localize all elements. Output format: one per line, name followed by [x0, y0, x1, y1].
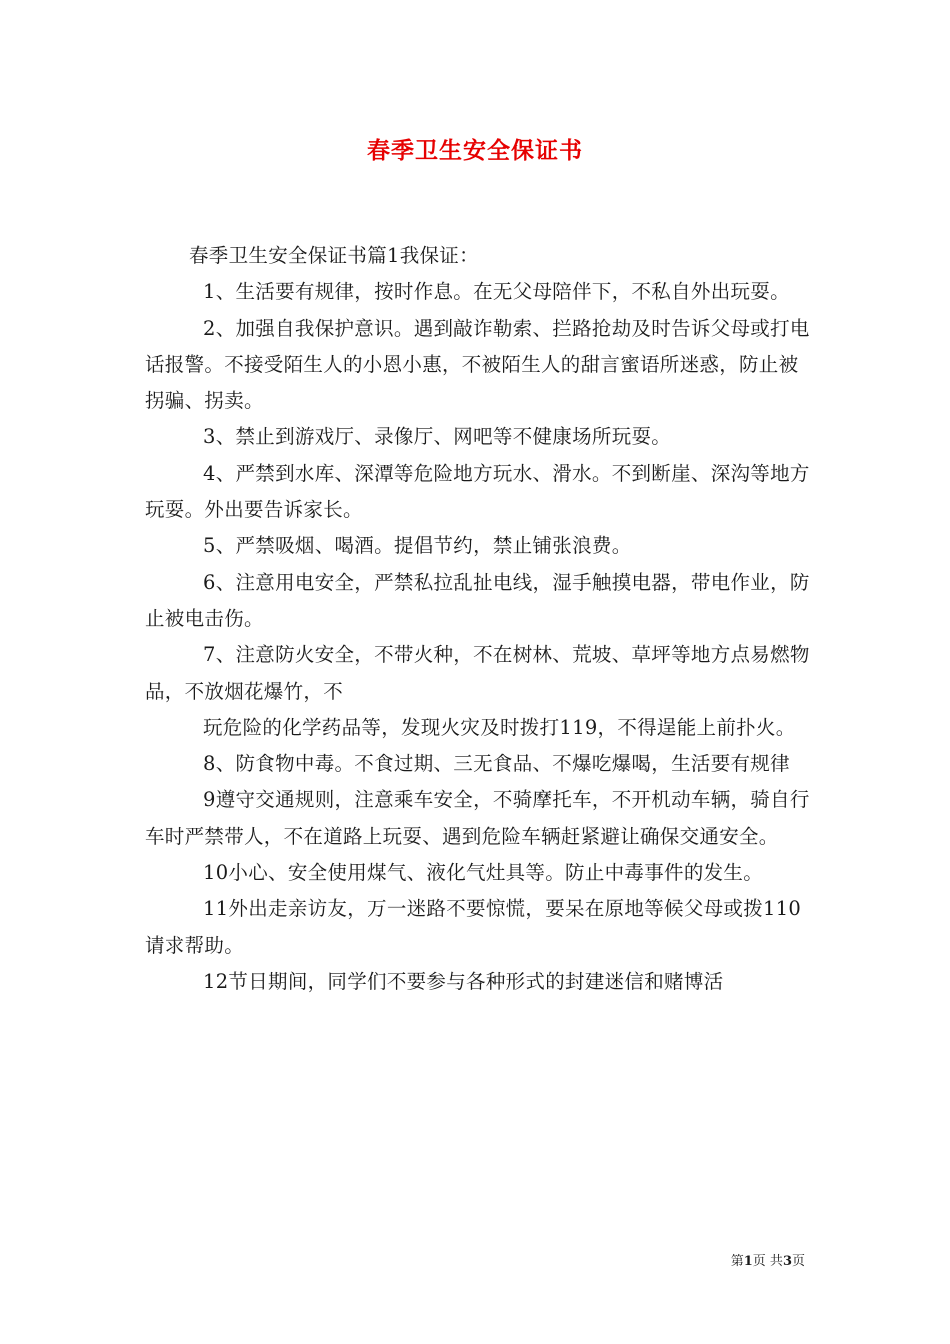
paragraph-item-4: 4、严禁到水库、深潭等危险地方玩水、滑水。不到断崖、深沟等地方玩耍。外出要告诉家长。 [145, 461, 810, 522]
paragraph-item-10: 10小心、安全使用煤气、液化气灶具等。防止中毒事件的发生。 [203, 861, 764, 885]
paragraph-item-12: 12节日期间，同学们不要参与各种形式的封建迷信和赌博活 [203, 969, 724, 993]
paragraph-item-6: 6、注意用电安全，严禁私拉乱扯电线，湿手触摸电器，带电作业，防止被电击伤。 [145, 570, 810, 630]
footer-total-pages: 3 [782, 1254, 792, 1269]
paragraph-item-7-continued: 玩危险的化学药品等，发现火灾及时拨打119，不得逞能上前扑火。 [203, 715, 796, 739]
paragraph-item-9: 9遵守交通规则，注意乘车安全，不骑摩托车，不开机动车辆，骑自行车时严禁带人，不在道路上玩耍、遇到危险车辆赶紧避让确保交通安全。 [145, 788, 810, 848]
paragraph-item-1: 1、生活要有规律，按时作息。在无父母陪伴下，不私自外出玩耍。 [203, 280, 790, 304]
paragraph-intro: 春季卫生安全保证书篇1我保证： [189, 244, 479, 267]
paragraph-item-7: 7、注意防火安全，不带火种，不在树林、荒坡、草坪等地方点易燃物品，不放烟花爆竹，不 [145, 643, 810, 703]
paragraph-item-2: 2、加强自我保护意识。遇到敲诈勒索、拦路抢劫及时告诉父母或打电话报警。不接受陌生人的小恩小惠，不被陌生人的甜言蜜语所迷惑，防止被拐骗、拐卖。 [145, 316, 810, 413]
footer-middle: 页 共 [752, 1254, 783, 1269]
page-number-footer [731, 1250, 805, 1269]
document-title: 春季卫生安全保证书 [367, 137, 583, 164]
document-body [145, 238, 810, 1000]
paragraph-item-11: 11外出走亲访友，万一迷路不要惊慌，要呆在原地等候父母或拨110请求帮助。 [145, 897, 802, 957]
paragraph-item-3: 3、禁止到游戏厅、录像厅、网吧等不健康场所玩耍。 [203, 425, 672, 449]
paragraph-item-8: 8、防食物中毒。不食过期、三无食品、不爆吃爆喝，生活要有规律 [203, 752, 790, 776]
paragraph-item-5: 5、严禁吸烟、喝酒。提倡节约，禁止铺张浪费。 [203, 534, 632, 558]
footer-current-page: 1 [743, 1254, 753, 1269]
footer-prefix: 第 [730, 1254, 744, 1269]
footer-suffix: 页 [791, 1254, 805, 1269]
